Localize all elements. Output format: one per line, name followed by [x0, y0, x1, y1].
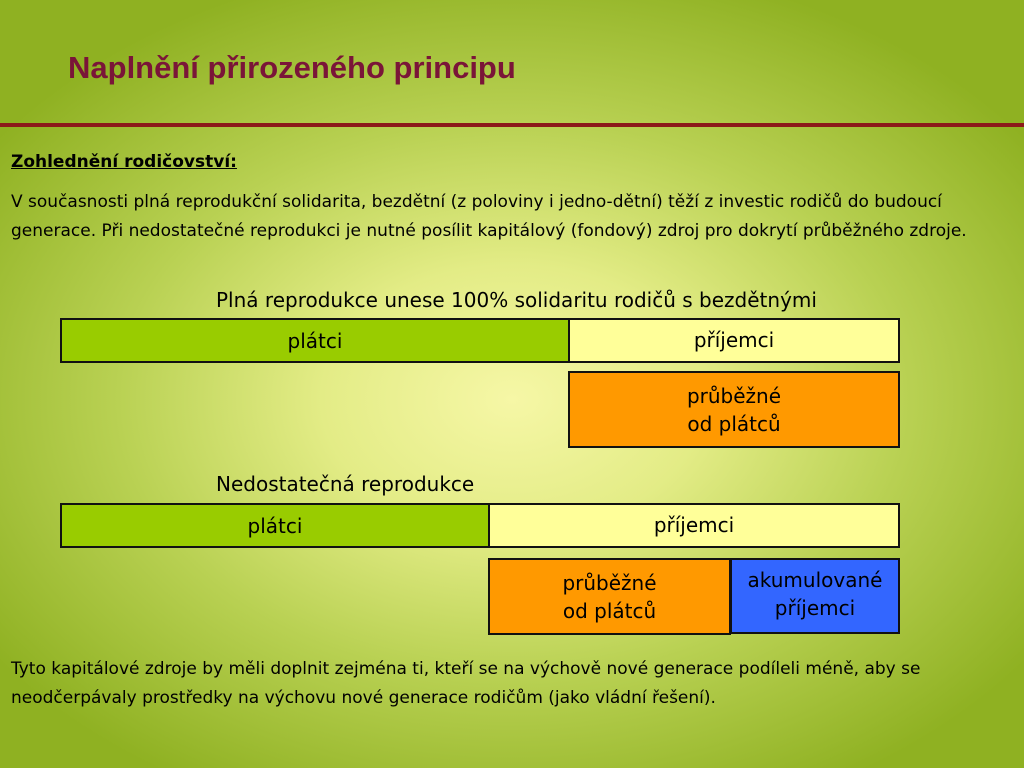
diagram1-payers-label: plátci	[287, 328, 343, 353]
slide-title: Naplnění přirozeného principu	[68, 50, 516, 85]
diagram1-recipients-box	[568, 318, 900, 363]
diagram1-payg-line2: od plátců	[687, 411, 781, 436]
diagram1-payers-box	[60, 318, 570, 363]
diagram2-payers-box	[60, 503, 490, 548]
diagram1-recipients-label: příjemci	[693, 328, 775, 352]
diagram2-recipients-label: příjemci	[653, 513, 735, 537]
diagram2-caption: Nedostatečná reprodukce	[216, 472, 475, 496]
diagram2-payg-line2: od plátců	[562, 598, 657, 623]
diagram2-funded-line2: příjemci	[774, 596, 856, 620]
diagram1-payg-line1: průběžné	[686, 383, 782, 408]
diagram2-payg-line1: průběžné	[562, 570, 657, 595]
diagram2-payers-label: plátci	[247, 513, 303, 538]
diagram2-recipients-box	[488, 503, 900, 548]
title-divider	[0, 123, 1024, 127]
subheading: Zohlednění rodičovství:	[11, 152, 237, 172]
diagram1-caption: Plná reprodukce unese 100% solidaritu rodičů s bezdětnými	[216, 288, 817, 312]
diagram1-payg-box	[568, 371, 900, 448]
diagram2-funded-box	[730, 558, 900, 634]
conclusion-paragraph: Tyto kapitálové zdroje by měli doplnit zejména ti, kteří se na výchově nové generace podíleli méně, aby se neodčerpávaly prostředky na výchovu nové generace rodičům (jako vládní řešení).	[11, 659, 921, 708]
diagram2-funded-line1: akumulované	[747, 568, 883, 592]
diagram2-payg-box	[488, 558, 731, 635]
intro-paragraph: V současnosti plná reprodukční solidarita, bezdětní (z poloviny i jedno-dětní) těží z investic rodičů do budoucí generace. Při nedostatečné reprodukci je nutné posílit kapitálový (fondový) zdroj pro dokrytí průběžného zdroje.	[11, 192, 967, 241]
